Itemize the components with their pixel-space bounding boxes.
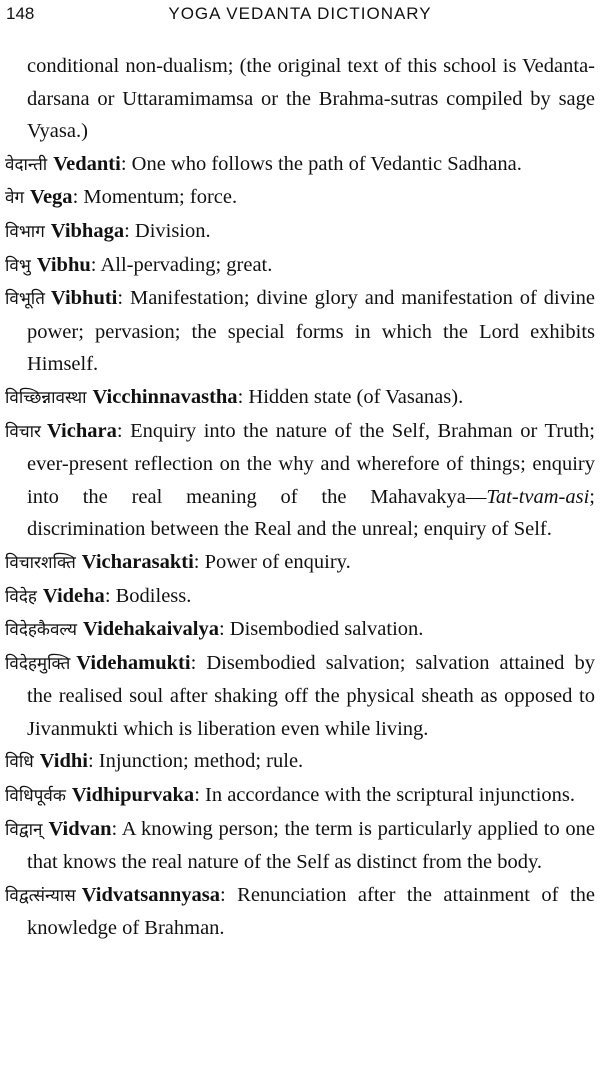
- devanagari-word: वेदान्ती: [5, 154, 48, 175]
- headword: Vibhaga: [50, 219, 125, 242]
- definition: : Momentum; force.: [72, 186, 238, 209]
- entry-vedanti: [5, 148, 595, 182]
- mahavakya-phrase: Tat-tvam-asi: [486, 485, 590, 508]
- dictionary-page-body: [5, 50, 595, 945]
- headword: Videhamukti: [76, 651, 191, 674]
- devanagari-word: विभाग: [5, 221, 45, 242]
- definition: : Bodiless.: [104, 584, 192, 607]
- headword: Vibhu: [36, 253, 91, 276]
- running-title: YOGA VEDANTA DICTIONARY: [168, 4, 432, 23]
- devanagari-word: विदेहकैवल्य: [5, 620, 78, 641]
- headword: Vichara: [47, 419, 117, 442]
- page-header: [6, 2, 594, 26]
- definition: : A knowing person; the term is particularly applied to one that knows the real nature of the Self as distinct from the body.: [27, 817, 595, 874]
- headword: Vidhipurvaka: [71, 784, 195, 807]
- definition: : Disembodied salvation.: [218, 618, 424, 641]
- devanagari-word: विदेह: [5, 586, 37, 607]
- devanagari-word: विचारशक्ति: [5, 552, 76, 573]
- headword: Videha: [42, 584, 105, 607]
- entry-vibhaga: [5, 215, 595, 249]
- entry-videhamukti: [5, 647, 595, 746]
- definition: : In accordance with the scriptural injunctions.: [194, 784, 576, 807]
- devanagari-word: विद्वान्: [5, 819, 43, 840]
- entry-vidhi: [5, 745, 595, 779]
- headword: Vedanti: [53, 152, 121, 175]
- headword: Vicharasakti: [81, 550, 194, 573]
- entry-vichara: [5, 415, 595, 546]
- entry-vibhu: [5, 249, 595, 283]
- definition-continued: ; discrimination between the Real and the unreal; enquiry of Self.: [27, 485, 595, 541]
- headword: Videhakaivalya: [83, 618, 219, 641]
- devanagari-word: वेग: [5, 188, 25, 209]
- entry-videha: [5, 580, 595, 614]
- devanagari-word: विधिपूर्वक: [5, 786, 66, 807]
- entry-vicharasakti: [5, 546, 595, 580]
- headword: Vidhi: [39, 750, 88, 773]
- page-number: 148: [6, 4, 35, 23]
- headword: Vidvatsannyasa: [81, 883, 220, 906]
- entry-vibhuti: [5, 282, 595, 381]
- entry-videhakaivalya: [5, 613, 595, 647]
- devanagari-word: विद्वत्संन्यास: [5, 885, 76, 906]
- devanagari-word: विभूति: [5, 289, 45, 310]
- entry-vicchinnavastha: [5, 381, 595, 415]
- definition: : Division.: [124, 219, 211, 242]
- definition: : Power of enquiry.: [193, 550, 351, 573]
- definition: : Hidden state (of Vasanas).: [237, 385, 464, 408]
- devanagari-word: विभु: [5, 255, 31, 276]
- entry-vega: [5, 181, 595, 215]
- devanagari-word: विचार: [5, 421, 42, 442]
- definition: : Renunciation after the attainment of the knowledge of Brahman.: [27, 883, 595, 940]
- headword: Vibhuti: [50, 287, 118, 310]
- definition: : Manifestation; divine glory and manifestation of divine power; pervasion; the special forms in which the Lord exhibits Himself.: [27, 287, 595, 376]
- entry-vidvatsannyasa: [5, 879, 595, 945]
- devanagari-word: विधि: [5, 752, 34, 773]
- devanagari-word: विदेहमुक्ति: [5, 653, 71, 674]
- headword: Vicchinnavastha: [92, 385, 238, 408]
- entry-vidhipurvaka: [5, 779, 595, 813]
- devanagari-word: विच्छिन्नावस्था: [5, 387, 87, 408]
- headword: Vidvan: [48, 817, 112, 840]
- headword: Vega: [30, 186, 73, 209]
- entry-vidvan: [5, 813, 595, 879]
- intro-continuation: conditional non-dualism; (the original text of this school is Vedanta-darsana or Uttaramimamsa or the Brahma-sutras compiled by sage Vyasa.): [27, 55, 595, 143]
- definition: : All-pervading; great.: [90, 253, 273, 276]
- definition: : Injunction; method; rule.: [87, 750, 304, 773]
- definition: : Disembodied salvation; salvation attained by the realised soul after shaking off the physical sheath as opposed to Jivanmukti which is liberation even while living.: [27, 651, 595, 740]
- definition: : One who follows the path of Vedantic Sadhana.: [120, 152, 522, 175]
- definition: : Enquiry into the nature of the Self, Brahman or Truth; ever-present reflection on the why and wherefore of things; enquiry into the real meaning of the Mahavakya—: [27, 419, 595, 508]
